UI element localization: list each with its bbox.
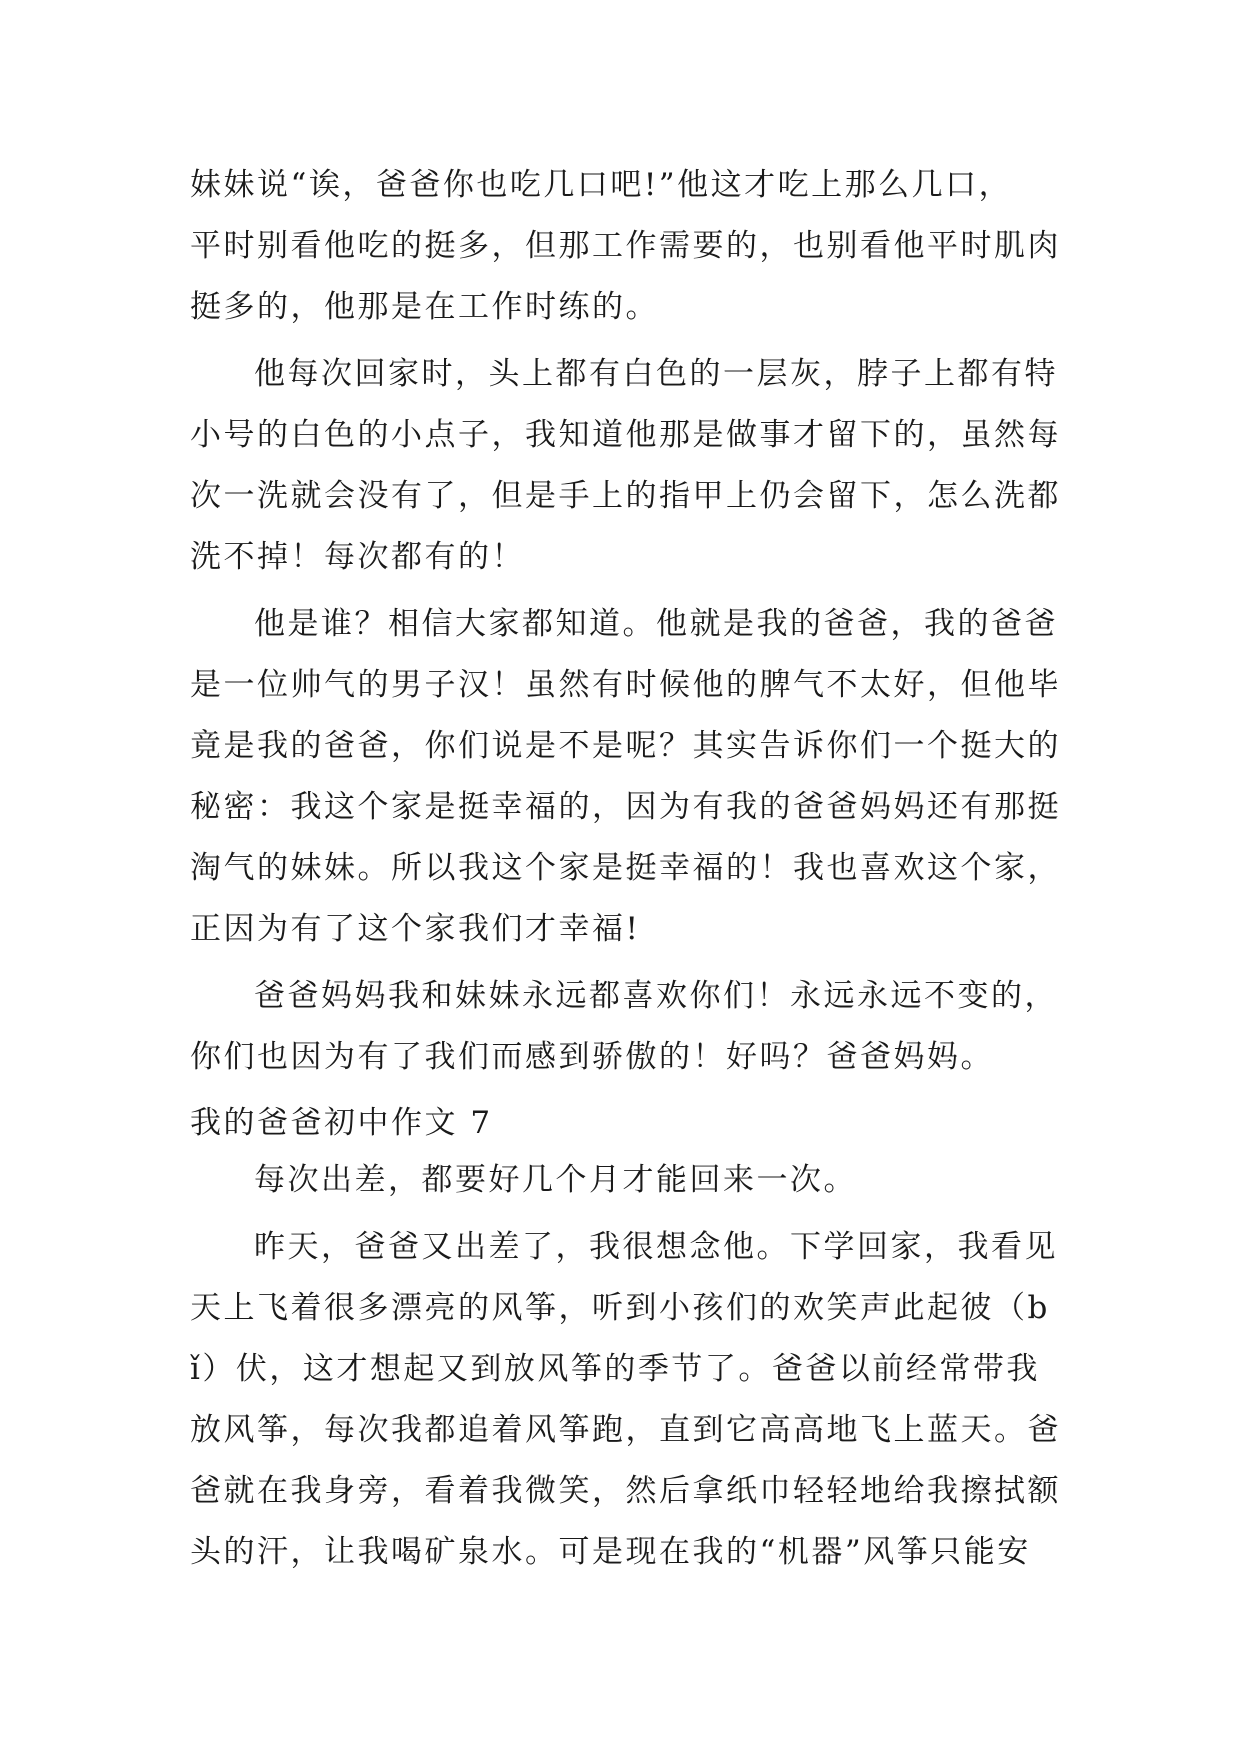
text-line: 头的汗，让我喝矿泉水。可是现在我的“机器”风筝只能安 (190, 1534, 1031, 1570)
text-line: 你们也因为有了我们而感到骄傲的！好吗？爸爸妈妈。 (190, 1039, 994, 1075)
text-line: 是一位帅气的男子汉！虽然有时候他的脾气不太好，但他毕 (190, 667, 1061, 703)
text-line: 天上飞着很多漂亮的风筝，听到小孩们的欢笑声此起彼（b (190, 1290, 1050, 1326)
text-line: 每次出差，都要好几个月才能回来一次。 (254, 1162, 857, 1198)
text-line: 挺多的，他那是在工作时练的。 (190, 289, 659, 325)
text-line: ǐ）伏，这才想起又到放风筝的季节了。爸爸以前经常带我 (190, 1351, 1040, 1387)
section-title: 我的爸爸初中作文 7 (190, 1105, 493, 1141)
text-line: 次一洗就会没有了，但是手上的指甲上仍会留下，怎么洗都 (190, 478, 1061, 514)
text-line: 昨天，爸爸又出差了，我很想念他。下学回家，我看见 (254, 1229, 1058, 1265)
document-body-top (190, 155, 1060, 1088)
document-body-bottom (190, 1150, 1060, 1583)
text-line: 平时别看他吃的挺多，但那工作需要的，也别看他平时肌肉 (190, 228, 1061, 264)
text-line: 爸就在我身旁，看着我微笑，然后拿纸巾轻轻地给我擦拭额 (190, 1473, 1061, 1509)
text-line: 洗不掉！每次都有的！ (190, 539, 525, 575)
text-line: 他每次回家时，头上都有白色的一层灰，脖子上都有特 (254, 356, 1058, 392)
text-line: 竟是我的爸爸，你们说是不是呢？其实告诉你们一个挺大的 (190, 728, 1061, 764)
text-line: 爸爸妈妈我和妹妹永远都喜欢你们！永远永远不变的， (254, 978, 1058, 1014)
text-line: 小号的白色的小点子，我知道他那是做事才留下的，虽然每 (190, 417, 1061, 453)
text-line: 妹妹说“诶，爸爸你也吃几口吧!”他这才吃上那么几口， (190, 167, 1013, 203)
text-line: 放风筝，每次我都追着风筝跑，直到它高高地飞上蓝天。爸 (190, 1412, 1061, 1448)
text-line: 秘密：我这个家是挺幸福的，因为有我的爸爸妈妈还有那挺 (190, 789, 1061, 825)
text-line: 正因为有了这个家我们才幸福! (190, 911, 641, 947)
text-line: 淘气的妹妹。所以我这个家是挺幸福的！我也喜欢这个家， (190, 850, 1061, 886)
text-line: 他是谁？相信大家都知道。他就是我的爸爸，我的爸爸 (254, 606, 1058, 642)
